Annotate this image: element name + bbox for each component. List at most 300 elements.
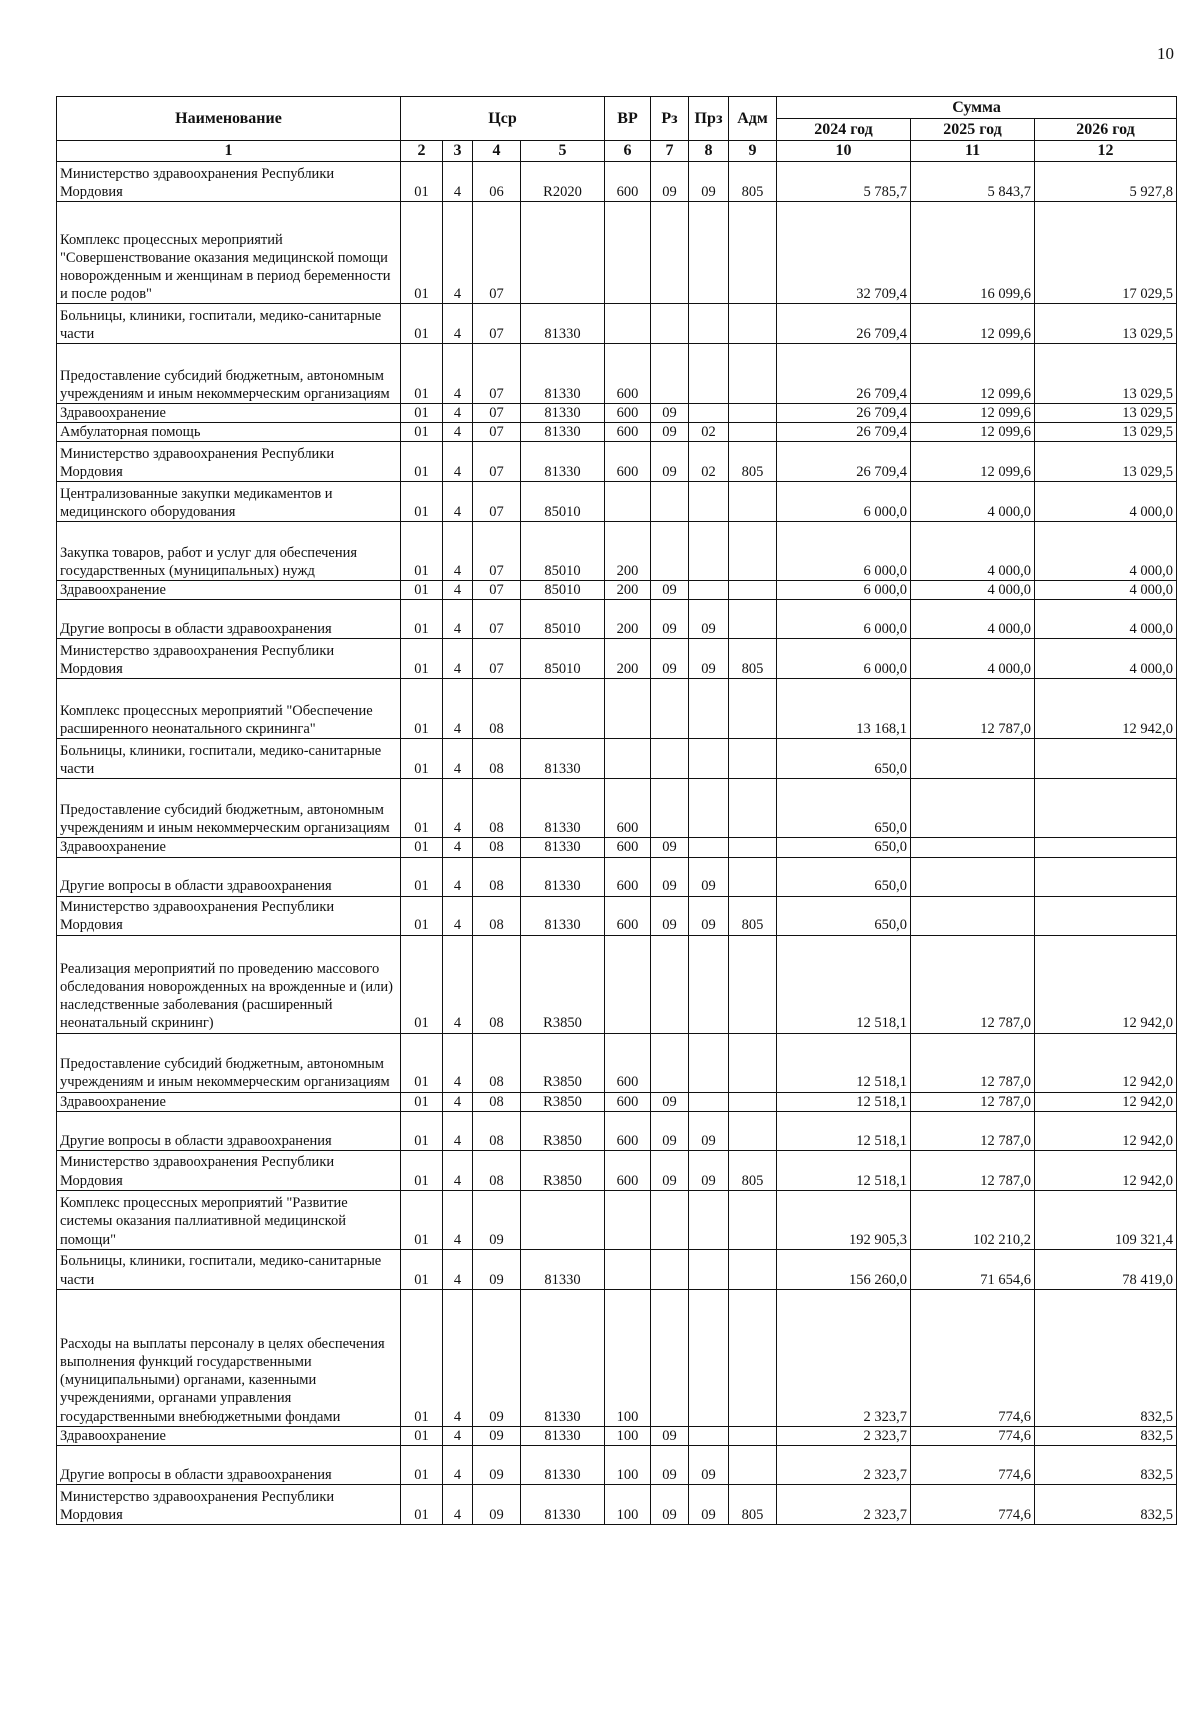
adm-code — [729, 679, 777, 739]
csr-complex: 09 — [473, 1445, 521, 1484]
amount-2025: 12 787,0 — [911, 679, 1035, 739]
amount-2025: 4 000,0 — [911, 522, 1035, 581]
column-number: 11 — [911, 141, 1035, 162]
csr-program: 01 — [401, 1033, 443, 1092]
table-row — [57, 1033, 1177, 1092]
csr-type: 4 — [443, 600, 473, 639]
row-name: Комплекс процессных мероприятий "Обеспечение расширенного неонатального скрининга" — [57, 679, 401, 739]
rz-code — [651, 1190, 689, 1249]
table-row — [57, 896, 1177, 935]
header-rz: Рз — [651, 97, 689, 141]
table-body — [57, 162, 1177, 1525]
csr-program: 01 — [401, 1190, 443, 1249]
row-name: Здравоохранение — [57, 1426, 401, 1445]
csr-direction: 85010 — [521, 581, 605, 600]
amount-2026: 832,5 — [1035, 1445, 1177, 1484]
table-row — [57, 162, 1177, 202]
table-row — [57, 344, 1177, 404]
amount-2026: 78 419,0 — [1035, 1249, 1177, 1289]
csr-program: 01 — [401, 639, 443, 679]
column-number: 9 — [729, 141, 777, 162]
amount-2026: 17 029,5 — [1035, 202, 1177, 304]
amount-2025: 12 787,0 — [911, 935, 1035, 1033]
adm-code — [729, 482, 777, 522]
header-sum: Сумма — [777, 97, 1177, 119]
prz-code — [689, 522, 729, 581]
adm-code: 805 — [729, 162, 777, 202]
rz-code: 09 — [651, 442, 689, 482]
csr-program: 01 — [401, 202, 443, 304]
csr-type: 4 — [443, 639, 473, 679]
row-name: Закупка товаров, работ и услуг для обеспечения государственных (муниципальных) нужд — [57, 522, 401, 581]
table-row — [57, 639, 1177, 679]
csr-type: 4 — [443, 1150, 473, 1190]
prz-code — [689, 935, 729, 1033]
prz-code — [689, 581, 729, 600]
csr-complex: 09 — [473, 1249, 521, 1289]
column-number: 10 — [777, 141, 911, 162]
prz-code: 09 — [689, 1445, 729, 1484]
csr-program: 01 — [401, 1111, 443, 1150]
amount-2025 — [911, 779, 1035, 838]
amount-2025: 4 000,0 — [911, 581, 1035, 600]
csr-complex: 08 — [473, 935, 521, 1033]
csr-type: 4 — [443, 1033, 473, 1092]
rz-code: 09 — [651, 1484, 689, 1524]
amount-2025: 102 210,2 — [911, 1190, 1035, 1249]
csr-direction — [521, 679, 605, 739]
vr-code: 600 — [605, 857, 651, 896]
csr-complex: 08 — [473, 896, 521, 935]
vr-code: 200 — [605, 600, 651, 639]
csr-complex: 07 — [473, 423, 521, 442]
amount-2025: 4 000,0 — [911, 639, 1035, 679]
column-number: 8 — [689, 141, 729, 162]
adm-code — [729, 1249, 777, 1289]
vr-code — [605, 679, 651, 739]
row-name: Здравоохранение — [57, 1092, 401, 1111]
adm-code — [729, 1111, 777, 1150]
table-row — [57, 202, 1177, 304]
csr-complex: 08 — [473, 1150, 521, 1190]
amount-2025: 774,6 — [911, 1289, 1035, 1426]
prz-code — [689, 1289, 729, 1426]
vr-code: 600 — [605, 896, 651, 935]
amount-2026: 4 000,0 — [1035, 482, 1177, 522]
table-row — [57, 522, 1177, 581]
row-name: Комплекс процессных мероприятий "Совершенствование оказания медицинской помощи новорожденным и женщинам в период беременности и после родов" — [57, 202, 401, 304]
amount-2026: 13 029,5 — [1035, 344, 1177, 404]
csr-type: 4 — [443, 162, 473, 202]
column-number: 7 — [651, 141, 689, 162]
amount-2025: 774,6 — [911, 1445, 1035, 1484]
adm-code — [729, 344, 777, 404]
prz-code — [689, 1426, 729, 1445]
amount-2024: 6 000,0 — [777, 581, 911, 600]
adm-code — [729, 857, 777, 896]
csr-direction: 81330 — [521, 838, 605, 857]
adm-code — [729, 1445, 777, 1484]
rz-code — [651, 1289, 689, 1426]
table-row — [57, 935, 1177, 1033]
csr-program: 01 — [401, 935, 443, 1033]
adm-code — [729, 202, 777, 304]
vr-code: 600 — [605, 1150, 651, 1190]
csr-program: 01 — [401, 522, 443, 581]
prz-code: 09 — [689, 639, 729, 679]
csr-type: 4 — [443, 442, 473, 482]
amount-2026 — [1035, 857, 1177, 896]
csr-type: 4 — [443, 404, 473, 423]
amount-2024: 650,0 — [777, 857, 911, 896]
csr-complex: 08 — [473, 739, 521, 779]
amount-2025 — [911, 857, 1035, 896]
table-row — [57, 423, 1177, 442]
csr-direction: 81330 — [521, 1289, 605, 1426]
prz-code — [689, 202, 729, 304]
row-name: Министерство здравоохранения Республики Мордовия — [57, 162, 401, 202]
rz-code — [651, 679, 689, 739]
row-name: Министерство здравоохранения Республики Мордовия — [57, 896, 401, 935]
row-name: Министерство здравоохранения Республики Мордовия — [57, 1150, 401, 1190]
table-row — [57, 1092, 1177, 1111]
amount-2025: 12 099,6 — [911, 344, 1035, 404]
amount-2025: 12 787,0 — [911, 1150, 1035, 1190]
amount-2026: 109 321,4 — [1035, 1190, 1177, 1249]
amount-2026 — [1035, 896, 1177, 935]
prz-code — [689, 739, 729, 779]
adm-code: 805 — [729, 1150, 777, 1190]
vr-code: 200 — [605, 639, 651, 679]
csr-direction: 81330 — [521, 857, 605, 896]
rz-code — [651, 739, 689, 779]
csr-direction: 85010 — [521, 639, 605, 679]
prz-code — [689, 779, 729, 838]
adm-code: 805 — [729, 896, 777, 935]
table-row — [57, 679, 1177, 739]
csr-direction: 85010 — [521, 600, 605, 639]
rz-code: 09 — [651, 404, 689, 423]
amount-2024: 2 323,7 — [777, 1445, 911, 1484]
csr-direction: 81330 — [521, 304, 605, 344]
rz-code: 09 — [651, 1111, 689, 1150]
rz-code: 09 — [651, 1445, 689, 1484]
adm-code: 805 — [729, 639, 777, 679]
amount-2025: 12 099,6 — [911, 423, 1035, 442]
table-row — [57, 1249, 1177, 1289]
csr-complex: 07 — [473, 639, 521, 679]
row-name: Министерство здравоохранения Республики Мордовия — [57, 1484, 401, 1524]
csr-type: 4 — [443, 1445, 473, 1484]
rz-code: 09 — [651, 423, 689, 442]
table-row — [57, 482, 1177, 522]
rz-code — [651, 1249, 689, 1289]
vr-code: 100 — [605, 1426, 651, 1445]
prz-code: 02 — [689, 423, 729, 442]
amount-2025: 5 843,7 — [911, 162, 1035, 202]
amount-2026: 12 942,0 — [1035, 935, 1177, 1033]
vr-code: 600 — [605, 442, 651, 482]
row-name: Централизованные закупки медикаментов и медицинского оборудования — [57, 482, 401, 522]
amount-2026: 5 927,8 — [1035, 162, 1177, 202]
amount-2026 — [1035, 779, 1177, 838]
row-name: Другие вопросы в области здравоохранения — [57, 1111, 401, 1150]
rz-code — [651, 344, 689, 404]
csr-direction: 81330 — [521, 344, 605, 404]
csr-type: 4 — [443, 679, 473, 739]
budget-table — [56, 96, 1177, 1525]
csr-type: 4 — [443, 1289, 473, 1426]
row-name: Другие вопросы в области здравоохранения — [57, 1445, 401, 1484]
csr-complex: 07 — [473, 442, 521, 482]
prz-code: 09 — [689, 1484, 729, 1524]
amount-2026: 832,5 — [1035, 1426, 1177, 1445]
vr-code: 200 — [605, 581, 651, 600]
vr-code: 600 — [605, 1111, 651, 1150]
row-name: Здравоохранение — [57, 581, 401, 600]
row-name: Комплекс процессных мероприятий "Развитие системы оказания паллиативной медицинской помощи" — [57, 1190, 401, 1249]
csr-program: 01 — [401, 739, 443, 779]
vr-code: 600 — [605, 423, 651, 442]
csr-type: 4 — [443, 344, 473, 404]
column-number: 12 — [1035, 141, 1177, 162]
table-row — [57, 304, 1177, 344]
amount-2024: 6 000,0 — [777, 600, 911, 639]
csr-type: 4 — [443, 482, 473, 522]
prz-code — [689, 1092, 729, 1111]
prz-code: 09 — [689, 162, 729, 202]
amount-2026: 12 942,0 — [1035, 1150, 1177, 1190]
table-row — [57, 1484, 1177, 1524]
amount-2025: 4 000,0 — [911, 482, 1035, 522]
table-row — [57, 1111, 1177, 1150]
csr-type: 4 — [443, 1111, 473, 1150]
csr-complex: 08 — [473, 1111, 521, 1150]
column-number: 5 — [521, 141, 605, 162]
header-vr: ВР — [605, 97, 651, 141]
csr-complex: 07 — [473, 581, 521, 600]
amount-2025: 774,6 — [911, 1484, 1035, 1524]
adm-code — [729, 779, 777, 838]
prz-code — [689, 679, 729, 739]
row-name: Предоставление субсидий бюджетным, автономным учреждениям и иным некоммерческим организациям — [57, 779, 401, 838]
page-number: 10 — [1157, 44, 1174, 63]
amount-2025: 12 787,0 — [911, 1092, 1035, 1111]
adm-code — [729, 1190, 777, 1249]
vr-code — [605, 935, 651, 1033]
rz-code — [651, 482, 689, 522]
amount-2024: 26 709,4 — [777, 304, 911, 344]
csr-complex: 07 — [473, 600, 521, 639]
csr-direction: 81330 — [521, 442, 605, 482]
rz-code — [651, 935, 689, 1033]
amount-2024: 12 518,1 — [777, 1092, 911, 1111]
amount-2024: 12 518,1 — [777, 935, 911, 1033]
adm-code — [729, 1289, 777, 1426]
amount-2026: 13 029,5 — [1035, 442, 1177, 482]
amount-2025 — [911, 838, 1035, 857]
amount-2024: 26 709,4 — [777, 423, 911, 442]
adm-code: 805 — [729, 1484, 777, 1524]
csr-direction: 81330 — [521, 1445, 605, 1484]
csr-complex: 08 — [473, 838, 521, 857]
csr-complex: 07 — [473, 404, 521, 423]
amount-2024: 650,0 — [777, 779, 911, 838]
column-number: 3 — [443, 141, 473, 162]
amount-2025: 12 099,6 — [911, 442, 1035, 482]
amount-2026: 4 000,0 — [1035, 522, 1177, 581]
amount-2024: 13 168,1 — [777, 679, 911, 739]
vr-code: 600 — [605, 1033, 651, 1092]
csr-direction: R3850 — [521, 1033, 605, 1092]
column-number-row — [57, 141, 1177, 162]
csr-direction: R3850 — [521, 1092, 605, 1111]
table-row — [57, 1289, 1177, 1426]
prz-code: 09 — [689, 600, 729, 639]
column-number: 4 — [473, 141, 521, 162]
amount-2026: 12 942,0 — [1035, 1092, 1177, 1111]
row-name: Больницы, клиники, госпитали, медико-санитарные части — [57, 739, 401, 779]
csr-direction: 81330 — [521, 423, 605, 442]
adm-code — [729, 304, 777, 344]
csr-complex: 07 — [473, 522, 521, 581]
csr-program: 01 — [401, 404, 443, 423]
prz-code — [689, 404, 729, 423]
table-row — [57, 739, 1177, 779]
vr-code: 100 — [605, 1484, 651, 1524]
csr-type: 4 — [443, 935, 473, 1033]
prz-code: 09 — [689, 1111, 729, 1150]
csr-complex: 06 — [473, 162, 521, 202]
rz-code: 09 — [651, 600, 689, 639]
csr-type: 4 — [443, 423, 473, 442]
csr-program: 01 — [401, 679, 443, 739]
prz-code — [689, 1033, 729, 1092]
rz-code: 09 — [651, 162, 689, 202]
csr-direction: 81330 — [521, 404, 605, 423]
rz-code: 09 — [651, 896, 689, 935]
row-name: Министерство здравоохранения Республики Мордовия — [57, 639, 401, 679]
vr-code — [605, 304, 651, 344]
rz-code: 09 — [651, 1426, 689, 1445]
adm-code — [729, 600, 777, 639]
table-row — [57, 1445, 1177, 1484]
amount-2026: 832,5 — [1035, 1484, 1177, 1524]
csr-type: 4 — [443, 838, 473, 857]
csr-type: 4 — [443, 1092, 473, 1111]
csr-direction: 85010 — [521, 482, 605, 522]
amount-2026: 12 942,0 — [1035, 1033, 1177, 1092]
rz-code: 09 — [651, 1092, 689, 1111]
amount-2026: 4 000,0 — [1035, 581, 1177, 600]
amount-2025: 774,6 — [911, 1426, 1035, 1445]
prz-code: 09 — [689, 857, 729, 896]
csr-type: 4 — [443, 202, 473, 304]
amount-2026 — [1035, 739, 1177, 779]
csr-direction: 81330 — [521, 779, 605, 838]
table-row — [57, 442, 1177, 482]
csr-type: 4 — [443, 522, 473, 581]
header-year-2025: 2025 год — [911, 119, 1035, 141]
csr-program: 01 — [401, 896, 443, 935]
csr-program: 01 — [401, 344, 443, 404]
vr-code — [605, 202, 651, 304]
amount-2024: 2 323,7 — [777, 1426, 911, 1445]
amount-2026: 4 000,0 — [1035, 600, 1177, 639]
table-row — [57, 404, 1177, 423]
csr-direction: 81330 — [521, 1249, 605, 1289]
csr-complex: 09 — [473, 1289, 521, 1426]
csr-type: 4 — [443, 779, 473, 838]
csr-direction: R3850 — [521, 935, 605, 1033]
vr-code: 600 — [605, 344, 651, 404]
table-row — [57, 600, 1177, 639]
csr-program: 01 — [401, 838, 443, 857]
csr-program: 01 — [401, 1289, 443, 1426]
prz-code: 09 — [689, 896, 729, 935]
vr-code: 100 — [605, 1445, 651, 1484]
amount-2024: 26 709,4 — [777, 404, 911, 423]
csr-direction: 81330 — [521, 1484, 605, 1524]
csr-program: 01 — [401, 482, 443, 522]
rz-code — [651, 202, 689, 304]
amount-2024: 6 000,0 — [777, 639, 911, 679]
prz-code — [689, 482, 729, 522]
csr-complex: 08 — [473, 857, 521, 896]
csr-complex: 07 — [473, 202, 521, 304]
adm-code — [729, 1033, 777, 1092]
csr-program: 01 — [401, 1249, 443, 1289]
row-name: Здравоохранение — [57, 838, 401, 857]
amount-2026: 12 942,0 — [1035, 679, 1177, 739]
row-name: Предоставление субсидий бюджетным, автономным учреждениям и иным некоммерческим организациям — [57, 344, 401, 404]
table-row — [57, 838, 1177, 857]
table-row — [57, 581, 1177, 600]
amount-2024: 2 323,7 — [777, 1484, 911, 1524]
table-row — [57, 1150, 1177, 1190]
csr-complex: 08 — [473, 1092, 521, 1111]
vr-code — [605, 1249, 651, 1289]
csr-type: 4 — [443, 896, 473, 935]
rz-code — [651, 1033, 689, 1092]
amount-2024: 32 709,4 — [777, 202, 911, 304]
table-row — [57, 857, 1177, 896]
amount-2026 — [1035, 838, 1177, 857]
amount-2025: 16 099,6 — [911, 202, 1035, 304]
csr-complex: 07 — [473, 482, 521, 522]
prz-code — [689, 344, 729, 404]
csr-program: 01 — [401, 162, 443, 202]
amount-2024: 156 260,0 — [777, 1249, 911, 1289]
amount-2025 — [911, 739, 1035, 779]
csr-direction: 85010 — [521, 522, 605, 581]
prz-code: 02 — [689, 442, 729, 482]
adm-code — [729, 581, 777, 600]
amount-2024: 26 709,4 — [777, 344, 911, 404]
prz-code — [689, 304, 729, 344]
rz-code: 09 — [651, 639, 689, 679]
amount-2024: 192 905,3 — [777, 1190, 911, 1249]
csr-program: 01 — [401, 1092, 443, 1111]
csr-program: 01 — [401, 779, 443, 838]
csr-complex: 08 — [473, 679, 521, 739]
column-number: 1 — [57, 141, 401, 162]
csr-program: 01 — [401, 304, 443, 344]
row-name: Больницы, клиники, госпитали, медико-санитарные части — [57, 304, 401, 344]
adm-code — [729, 739, 777, 779]
rz-code — [651, 779, 689, 838]
amount-2024: 650,0 — [777, 838, 911, 857]
